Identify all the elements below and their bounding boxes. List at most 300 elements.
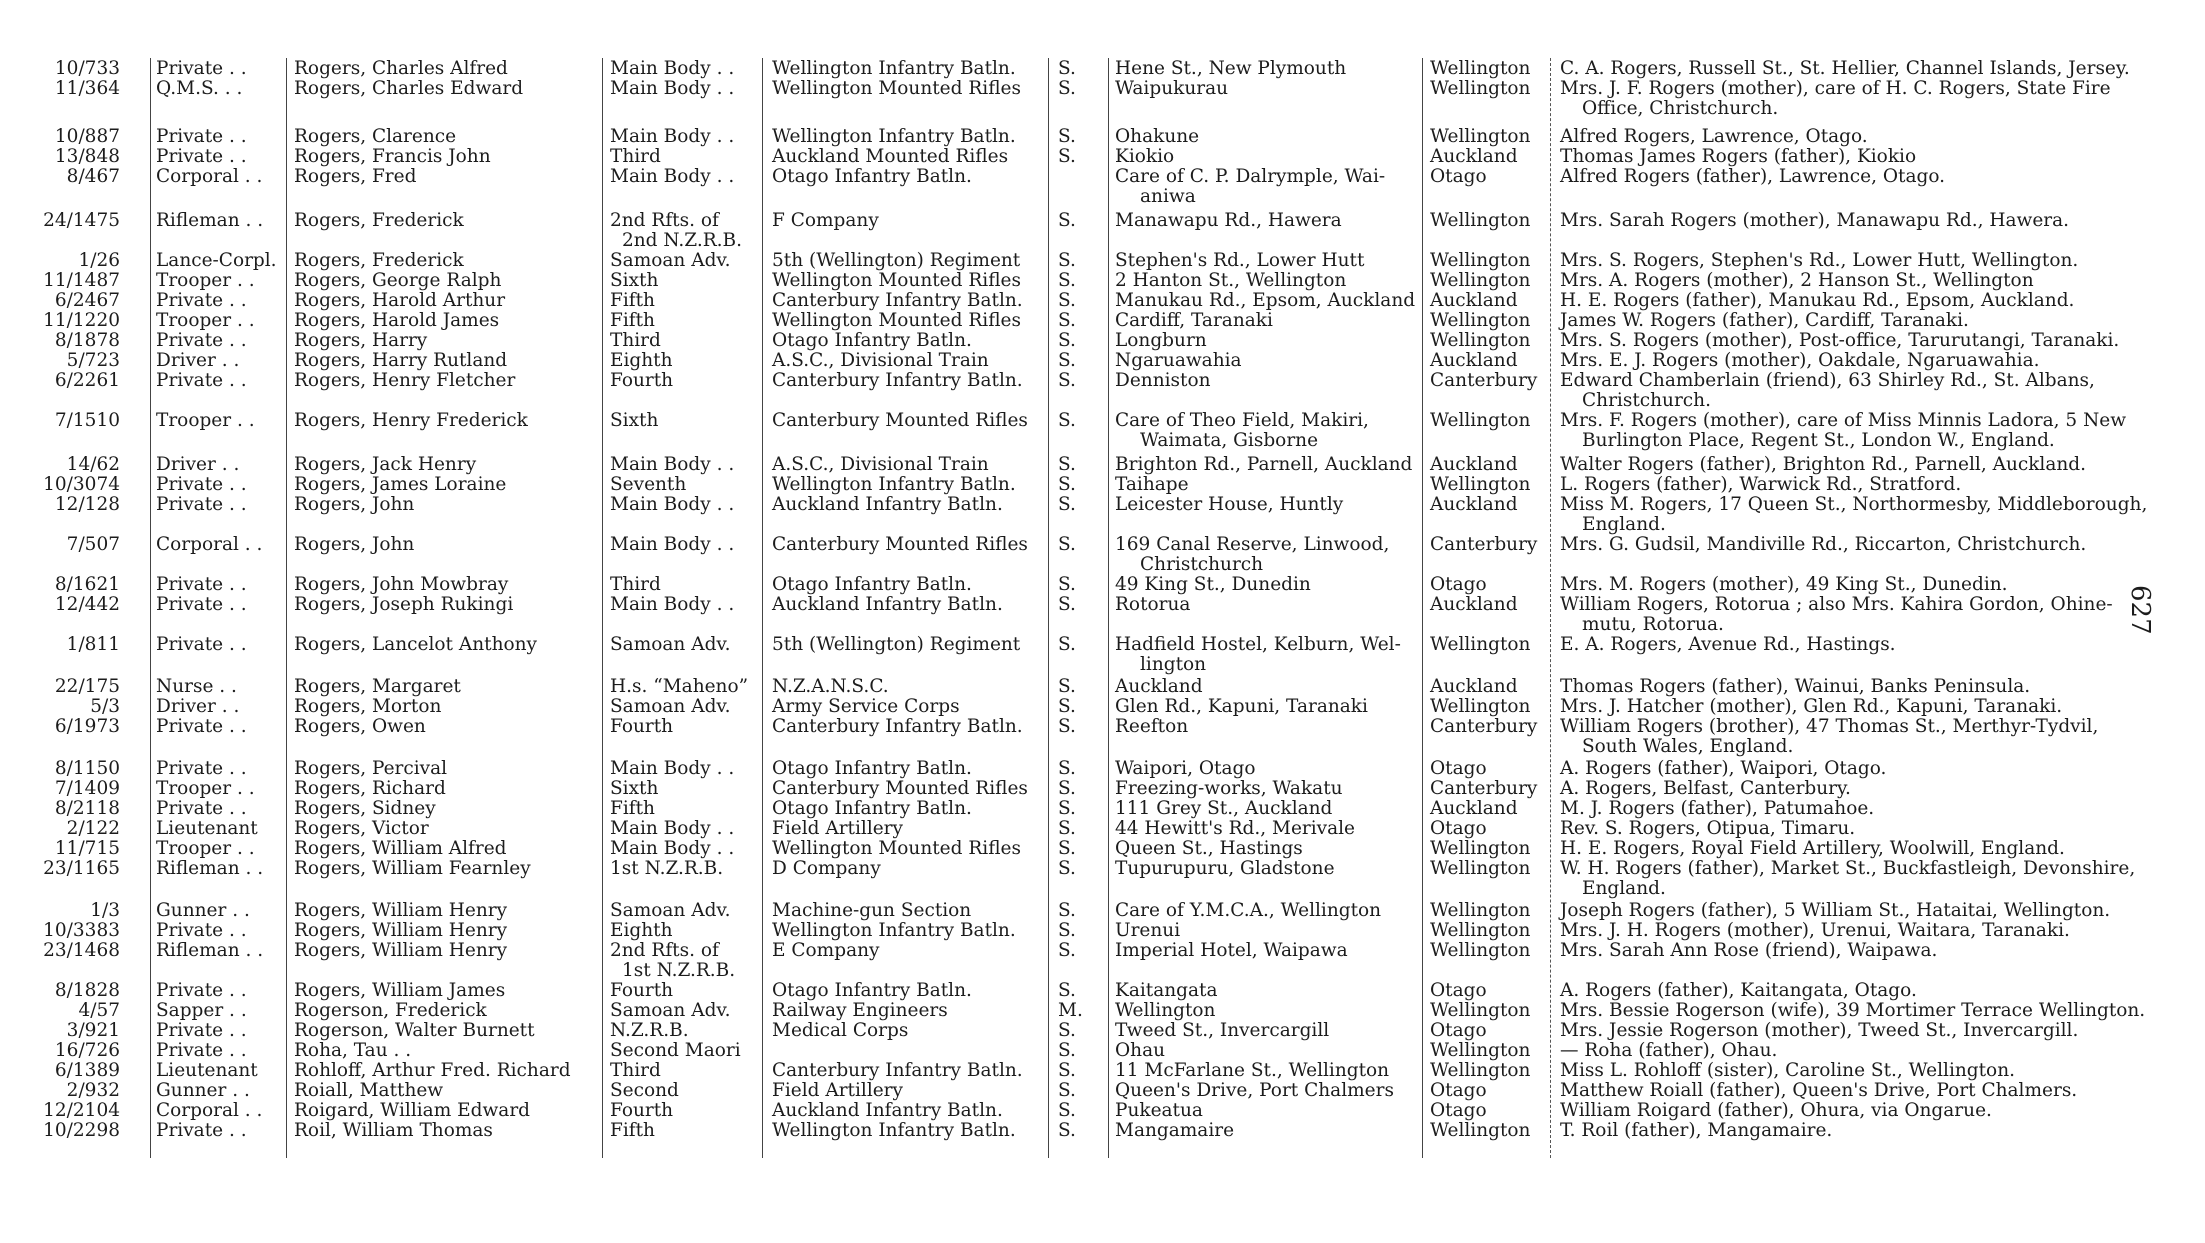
district: Wellington [1430, 210, 1531, 231]
table-row [0, 1120, 2205, 1141]
draft: Third [610, 574, 661, 595]
rank: Private . . [156, 58, 247, 79]
district: Wellington [1430, 78, 1531, 99]
page-number: 627 [2125, 585, 2155, 635]
last-address: Kaitangata [1115, 980, 1218, 1001]
next-of-kin: Joseph Rogers (father), 5 William St., Hataitai, Wellington. [1560, 900, 2111, 921]
soldier-name: Rogers, Lancelot Anthony [294, 634, 537, 655]
unit: Railway Engineers [772, 1000, 948, 1021]
last-address: Mangamaire [1115, 1120, 1235, 1141]
next-of-kin: Mrs. Sarah Rogers (mother), Manawapu Rd., Hawera. [1560, 210, 2070, 231]
unit: Otago Infantry Batln. [772, 980, 972, 1001]
district: Wellington [1430, 634, 1531, 655]
last-address: Denniston [1115, 370, 1211, 391]
unit: Wellington Mounted Rifles [772, 310, 1021, 331]
next-of-kin: A. Rogers (father), Kaitangata, Otago. [1560, 980, 1917, 1001]
rank: Trooper . . [156, 310, 255, 331]
regimental-number: 6/2467 [54, 290, 120, 311]
soldier-name: Rogers, Jack Henry [294, 454, 477, 475]
regimental-number: 12/128 [54, 494, 120, 515]
last-address: Rotorua [1115, 594, 1191, 615]
marital-status: S. [1058, 250, 1076, 271]
regimental-number: 10/2298 [43, 1120, 120, 1141]
table-row [0, 270, 2205, 291]
draft: Fourth [610, 980, 674, 1001]
next-of-kin: H. E. Rogers, Royal Field Artillery, Woolwill, England. [1560, 838, 2065, 859]
next-of-kin-continuation: Burlington Place, Regent St., London W., England. [1582, 430, 2055, 451]
last-address: Wellington [1115, 1000, 1216, 1021]
rank: Private . . [156, 920, 247, 941]
next-of-kin: H. E. Rogers (father), Manukau Rd., Epsom, Auckland. [1560, 290, 2075, 311]
rank: Private . . [156, 1040, 247, 1061]
unit: Canterbury Infantry Batln. [772, 370, 1023, 391]
last-address: Queen's Drive, Port Chalmers [1115, 1080, 1394, 1101]
soldier-name: Rogers, Henry Fletcher [294, 370, 516, 391]
soldier-name: Rogers, William Henry [294, 900, 508, 921]
draft: Samoan Adv. [610, 250, 731, 271]
last-address: Ngaruawahia [1115, 350, 1242, 371]
table-row [0, 940, 2205, 961]
soldier-name: Rogers, Frederick [294, 250, 464, 271]
rank: Private . . [156, 1020, 247, 1041]
last-address: Cardiff, Taranaki [1115, 310, 1273, 331]
draft: Samoan Adv. [610, 696, 731, 717]
regimental-number: 8/1828 [54, 980, 120, 1001]
rank: Private . . [156, 798, 247, 819]
draft: Main Body . . [610, 58, 735, 79]
rank: Nurse . . [156, 676, 237, 697]
next-of-kin: M. J. Rogers (father), Patumahoe. [1560, 798, 1875, 819]
next-of-kin: T. Roil (father), Mangamaire. [1560, 1120, 1833, 1141]
rank: Driver . . [156, 454, 240, 475]
unit: E Company [772, 940, 880, 961]
table-row [0, 594, 2205, 615]
unit: A.S.C., Divisional Train [772, 454, 989, 475]
district: Wellington [1430, 330, 1531, 351]
next-of-kin: Rev. S. Rogers, Otipua, Timaru. [1560, 818, 1856, 839]
last-address: Tupurupuru, Gladstone [1115, 858, 1335, 879]
rank: Private . . [156, 126, 247, 147]
next-of-kin: Mrs. F. Rogers (mother), care of Miss Minnis Ladora, 5 New [1560, 410, 2127, 431]
regimental-number: 8/467 [66, 166, 120, 187]
next-of-kin: Mrs. S. Rogers (mother), Post-office, Tarurutangi, Taranaki. [1560, 330, 2120, 351]
last-address: Care of Theo Field, Makiri, [1115, 410, 1369, 431]
draft: 2nd Rfts. of [610, 210, 719, 231]
soldier-name: Roigard, William Edward [294, 1100, 531, 1121]
unit: Wellington Infantry Batln. [772, 1120, 1016, 1141]
last-address: Tweed St., Invercargill [1115, 1020, 1330, 1041]
last-address: Manawapu Rd., Hawera [1115, 210, 1342, 231]
marital-status: S. [1058, 858, 1076, 879]
last-address: Urenui [1115, 920, 1181, 941]
marital-status: S. [1058, 78, 1076, 99]
draft: Samoan Adv. [610, 1000, 731, 1021]
rank: Gunner . . [156, 900, 250, 921]
rank: Rifleman . . [156, 940, 264, 961]
unit: Canterbury Mounted Rifles [772, 778, 1028, 799]
regimental-number: 10/733 [54, 58, 120, 79]
next-of-kin: Matthew Roiall (father), Queen's Drive, Port Chalmers. [1560, 1080, 2078, 1101]
district: Otago [1430, 980, 1487, 1001]
table-row [0, 920, 2205, 941]
soldier-name: Rogers, Henry Frederick [294, 410, 528, 431]
last-address: Brighton Rd., Parnell, Auckland [1115, 454, 1413, 475]
rank: Sapper . . [156, 1000, 247, 1021]
unit: Otago Infantry Batln. [772, 574, 972, 595]
district: Auckland [1430, 454, 1518, 475]
draft: Fifth [610, 290, 655, 311]
regimental-number: 6/2261 [54, 370, 120, 391]
next-of-kin-continuation: England. [1582, 878, 1666, 899]
soldier-name: Rogers, William Henry [294, 920, 508, 941]
unit: F Company [772, 210, 879, 231]
marital-status: S. [1058, 634, 1076, 655]
soldier-name: Rogers, Harry [294, 330, 428, 351]
regimental-number: 8/1621 [54, 574, 120, 595]
district: Canterbury [1430, 534, 1538, 555]
regimental-number: 8/1150 [54, 758, 120, 779]
soldier-name: Rogers, Percival [294, 758, 448, 779]
last-address-continuation: lington [1140, 654, 1207, 675]
next-of-kin: — Roha (father), Ohau. [1560, 1040, 1778, 1061]
next-of-kin: Mrs. G. Gudsil, Mandiville Rd., Riccarton, Christchurch. [1560, 534, 2087, 555]
rank: Trooper . . [156, 838, 255, 859]
soldier-name: Roha, Tau . . [294, 1040, 412, 1061]
rank: Trooper . . [156, 410, 255, 431]
last-address: Leicester House, Huntly [1115, 494, 1344, 515]
unit: Otago Infantry Batln. [772, 330, 972, 351]
regimental-number: 7/1510 [54, 410, 120, 431]
marital-status: S. [1058, 1080, 1076, 1101]
marital-status: S. [1058, 534, 1076, 555]
next-of-kin: James W. Rogers (father), Cardiff, Taranaki. [1560, 310, 1969, 331]
draft: Main Body . . [610, 758, 735, 779]
district: Otago [1430, 574, 1487, 595]
soldier-name: Rogers, John [294, 534, 415, 555]
last-address: 111 Grey St., Auckland [1115, 798, 1333, 819]
unit: 5th (Wellington) Regiment [772, 250, 1021, 271]
draft: Third [610, 330, 661, 351]
soldier-name: Rogers, Sidney [294, 798, 436, 819]
draft: Samoan Adv. [610, 634, 731, 655]
draft: H.s. “Maheno” [610, 676, 749, 697]
unit: Otago Infantry Batln. [772, 758, 972, 779]
last-address: Ohau [1115, 1040, 1166, 1061]
soldier-name: Rogers, Charles Edward [294, 78, 524, 99]
soldier-name: Rogers, Owen [294, 716, 426, 737]
last-address: Imperial Hotel, Waipawa [1115, 940, 1348, 961]
soldier-name: Rohloff, Arthur Fred. Richard [294, 1060, 571, 1081]
regimental-number: 10/887 [54, 126, 120, 147]
marital-status: S. [1058, 696, 1076, 717]
draft: Seventh [610, 474, 687, 495]
unit: Canterbury Mounted Rifles [772, 410, 1028, 431]
district: Auckland [1430, 676, 1518, 697]
regimental-number: 5/723 [66, 350, 120, 371]
rank: Private . . [156, 290, 247, 311]
table-row [0, 676, 2205, 697]
regimental-number: 16/726 [54, 1040, 120, 1061]
next-of-kin: William Rogers (brother), 47 Thomas St., Merthyr-Tydvil, [1560, 716, 2099, 737]
rank: Corporal . . [156, 534, 263, 555]
rank: Corporal . . [156, 1100, 263, 1121]
next-of-kin-continuation: South Wales, England. [1582, 736, 1794, 757]
unit: N.Z.A.N.S.C. [772, 676, 889, 697]
rank: Private . . [156, 594, 247, 615]
marital-status: S. [1058, 210, 1076, 231]
unit: Field Artillery [772, 1080, 903, 1101]
next-of-kin: Miss M. Rogers, 17 Queen St., Northormesby, Middleborough, [1560, 494, 2148, 515]
unit: Canterbury Infantry Batln. [772, 1060, 1023, 1081]
rank: Private . . [156, 574, 247, 595]
marital-status: S. [1058, 146, 1076, 167]
district: Auckland [1430, 350, 1518, 371]
draft-continuation: 1st N.Z.R.B. [622, 960, 736, 981]
soldier-name: Roiall, Matthew [294, 1080, 444, 1101]
unit: Auckland Mounted Rifles [772, 146, 1009, 167]
marital-status: S. [1058, 676, 1076, 697]
last-address-continuation: Christchurch [1140, 554, 1264, 575]
district: Wellington [1430, 920, 1531, 941]
marital-status: S. [1058, 900, 1076, 921]
marital-status: M. [1058, 1000, 1083, 1021]
district: Otago [1430, 166, 1487, 187]
rank: Private . . [156, 634, 247, 655]
regimental-number: 5/3 [90, 696, 120, 717]
table-row [0, 330, 2205, 351]
rank: Driver . . [156, 350, 240, 371]
marital-status: S. [1058, 838, 1076, 859]
unit: Otago Infantry Batln. [772, 798, 972, 819]
regimental-number: 8/1878 [54, 330, 120, 351]
table-row [0, 1020, 2205, 1041]
last-address: Ohakune [1115, 126, 1200, 147]
regimental-number: 7/1409 [54, 778, 120, 799]
table-row [0, 494, 2205, 515]
district: Wellington [1430, 58, 1531, 79]
next-of-kin: E. A. Rogers, Avenue Rd., Hastings. [1560, 634, 1896, 655]
table-row [0, 634, 2205, 655]
table-row [0, 126, 2205, 147]
draft: Main Body . . [610, 494, 735, 515]
soldier-name: Rogers, Joseph Rukingi [294, 594, 514, 615]
table-row [0, 310, 2205, 331]
last-address: Queen St., Hastings [1115, 838, 1303, 859]
table-row [0, 370, 2205, 391]
district: Wellington [1430, 1000, 1531, 1021]
draft: Main Body . . [610, 126, 735, 147]
table-row [0, 758, 2205, 779]
next-of-kin-continuation: mutu, Rotorua. [1582, 614, 1724, 635]
marital-status: S. [1058, 798, 1076, 819]
table-row [0, 1060, 2205, 1081]
last-address: 169 Canal Reserve, Linwood, [1115, 534, 1390, 555]
rank: Private . . [156, 980, 247, 1001]
soldier-name: Rogers, John [294, 494, 415, 515]
regimental-number: 6/1389 [54, 1060, 120, 1081]
table-row [0, 210, 2205, 231]
regimental-number: 23/1468 [43, 940, 120, 961]
table-row [0, 1080, 2205, 1101]
soldier-name: Roil, William Thomas [294, 1120, 493, 1141]
table-row [0, 350, 2205, 371]
regimental-number: 4/57 [78, 1000, 120, 1021]
rank: Trooper . . [156, 778, 255, 799]
last-address: Auckland [1115, 676, 1203, 697]
district: Wellington [1430, 858, 1531, 879]
unit: Canterbury Infantry Batln. [772, 290, 1023, 311]
unit: A.S.C., Divisional Train [772, 350, 989, 371]
regimental-number: 12/2104 [43, 1100, 120, 1121]
last-address: Waipori, Otago [1115, 758, 1256, 779]
district: Canterbury [1430, 370, 1538, 391]
marital-status: S. [1058, 370, 1076, 391]
last-address: 11 McFarlane St., Wellington [1115, 1060, 1390, 1081]
marital-status: S. [1058, 350, 1076, 371]
last-address-continuation: aniwa [1140, 186, 1196, 207]
soldier-name: Rogers, Frederick [294, 210, 464, 231]
next-of-kin: W. H. Rogers (father), Market St., Buckfastleigh, Devonshire, [1560, 858, 2136, 879]
next-of-kin: Mrs. E. J. Rogers (mother), Oakdale, Ngaruawahia. [1560, 350, 2040, 371]
draft: 2nd Rfts. of [610, 940, 719, 961]
last-address: 49 King St., Dunedin [1115, 574, 1311, 595]
draft: Eighth [610, 350, 673, 371]
next-of-kin: William Rogers, Rotorua ; also Mrs. Kahira Gordon, Ohine- [1560, 594, 2113, 615]
table-row [0, 146, 2205, 167]
draft: N.Z.R.B. [610, 1020, 689, 1041]
draft: Third [610, 1060, 661, 1081]
draft: Second [610, 1080, 679, 1101]
rank: Lance-Corpl. [156, 250, 277, 271]
last-address: Waipukurau [1115, 78, 1229, 99]
unit: Wellington Mounted Rifles [772, 270, 1021, 291]
draft: Fifth [610, 798, 655, 819]
regimental-number: 6/1973 [54, 716, 120, 737]
district: Wellington [1430, 1040, 1531, 1061]
district: Auckland [1430, 290, 1518, 311]
next-of-kin: Miss L. Rohloff (sister), Caroline St., Wellington. [1560, 1060, 2015, 1081]
draft: Fourth [610, 1100, 674, 1121]
soldier-name: Rogers, William Alfred [294, 838, 507, 859]
marital-status: S. [1058, 494, 1076, 515]
rank: Private . . [156, 758, 247, 779]
next-of-kin: Mrs. J. Hatcher (mother), Glen Rd., Kapuni, Taranaki. [1560, 696, 2063, 717]
table-row [0, 838, 2205, 859]
table-row [0, 778, 2205, 799]
draft: Main Body . . [610, 838, 735, 859]
regimental-number: 10/3074 [43, 474, 120, 495]
regimental-number: 11/1487 [43, 270, 120, 291]
last-address: Care of C. P. Dalrymple, Wai- [1115, 166, 1386, 187]
unit: Canterbury Infantry Batln. [772, 716, 1023, 737]
last-address: 2 Hanton St., Wellington [1115, 270, 1347, 291]
table-row [0, 58, 2205, 79]
next-of-kin: Mrs. A. Rogers (mother), 2 Hanson St., Wellington [1560, 270, 2034, 291]
next-of-kin: C. A. Rogers, Russell St., St. Hellier, Channel Islands, Jersey. [1560, 58, 2130, 79]
draft: Main Body . . [610, 594, 735, 615]
rank: Lieutenant [156, 1060, 258, 1081]
unit: 5th (Wellington) Regiment [772, 634, 1021, 655]
regimental-number: 22/175 [54, 676, 120, 697]
last-address: Pukeatua [1115, 1100, 1203, 1121]
next-of-kin: Mrs. J. H. Rogers (mother), Urenui, Waitara, Taranaki. [1560, 920, 2070, 941]
district: Wellington [1430, 126, 1531, 147]
next-of-kin-continuation: England. [1582, 514, 1666, 535]
draft: Main Body . . [610, 78, 735, 99]
marital-status: S. [1058, 758, 1076, 779]
next-of-kin: Mrs. J. F. Rogers (mother), care of H. C. Rogers, State Fire [1560, 78, 2111, 99]
soldier-name: Rogers, James Loraine [294, 474, 507, 495]
unit: Wellington Infantry Batln. [772, 58, 1016, 79]
district: Wellington [1430, 940, 1531, 961]
unit: Machine-gun Section [772, 900, 972, 921]
table-row [0, 1040, 2205, 1061]
soldier-name: Rogers, Harry Rutland [294, 350, 508, 371]
regimental-number: 12/442 [54, 594, 120, 615]
soldier-name: Rogers, John Mowbray [294, 574, 509, 595]
soldier-name: Rogers, Francis John [294, 146, 491, 167]
rank: Gunner . . [156, 1080, 250, 1101]
marital-status: S. [1058, 1100, 1076, 1121]
marital-status: S. [1058, 290, 1076, 311]
last-address: Glen Rd., Kapuni, Taranaki [1115, 696, 1368, 717]
marital-status: S. [1058, 410, 1076, 431]
soldier-name: Rogers, William Henry [294, 940, 508, 961]
rank: Q.M.S. . . [156, 78, 243, 99]
soldier-name: Rogers, Clarence [294, 126, 457, 147]
last-address: Kiokio [1115, 146, 1175, 167]
soldier-name: Rogers, William Fearnley [294, 858, 531, 879]
rank: Private . . [156, 370, 247, 391]
soldier-name: Rogerson, Frederick [294, 1000, 487, 1021]
marital-status: S. [1058, 330, 1076, 351]
soldier-name: Rogers, Fred [294, 166, 417, 187]
soldier-name: Rogers, Morton [294, 696, 442, 717]
unit: Wellington Infantry Batln. [772, 126, 1016, 147]
regimental-number: 1/26 [78, 250, 120, 271]
district: Wellington [1430, 250, 1531, 271]
rank: Trooper . . [156, 270, 255, 291]
regimental-number: 23/1165 [43, 858, 120, 879]
unit: D Company [772, 858, 881, 879]
district: Auckland [1430, 146, 1518, 167]
next-of-kin-continuation: Office, Christchurch. [1582, 98, 1779, 119]
last-address: Care of Y.M.C.A., Wellington [1115, 900, 1382, 921]
unit: Auckland Infantry Batln. [772, 1100, 1003, 1121]
unit: Field Artillery [772, 818, 903, 839]
soldier-name: Rogers, Victor [294, 818, 429, 839]
marital-status: S. [1058, 778, 1076, 799]
table-row [0, 818, 2205, 839]
draft: Third [610, 146, 661, 167]
draft: Fourth [610, 716, 674, 737]
rank: Corporal . . [156, 166, 263, 187]
last-address: Stephen's Rd., Lower Hutt [1115, 250, 1365, 271]
unit: Canterbury Mounted Rifles [772, 534, 1028, 555]
table-row [0, 290, 2205, 311]
unit: Auckland Infantry Batln. [772, 494, 1003, 515]
district: Wellington [1430, 310, 1531, 331]
regimental-number: 10/3383 [43, 920, 120, 941]
table-row [0, 78, 2205, 99]
regimental-number: 1/3 [90, 900, 120, 921]
last-address: Longburn [1115, 330, 1207, 351]
next-of-kin: Edward Chamberlain (friend), 63 Shirley Rd., St. Albans, [1560, 370, 2095, 391]
table-row [0, 1000, 2205, 1021]
soldier-name: Rogers, Richard [294, 778, 446, 799]
next-of-kin: Mrs. Bessie Rogerson (wife), 39 Mortimer Terrace Wellington. [1560, 1000, 2146, 1021]
last-address: Freezing-works, Wakatu [1115, 778, 1343, 799]
